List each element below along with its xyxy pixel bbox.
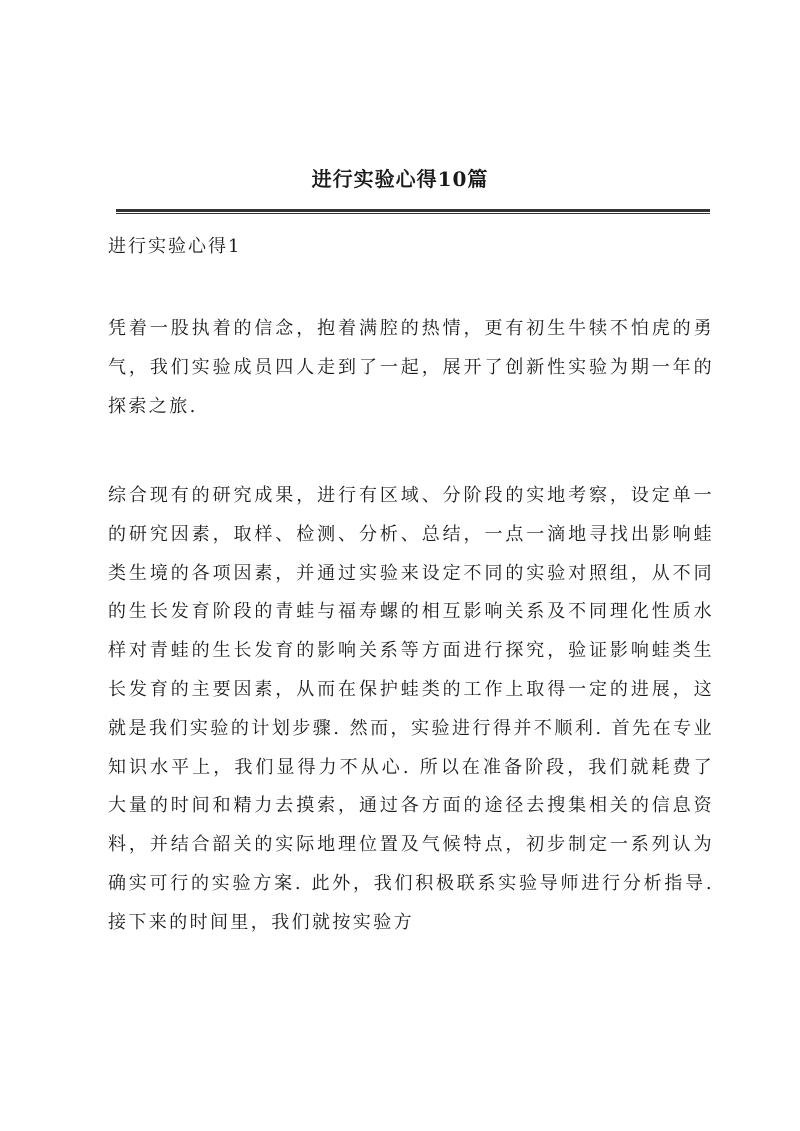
title-divider [116,209,710,214]
section-heading: 进行实验心得1 [108,236,242,257]
paragraph-2: 综合现有的研究成果，进行有区域、分阶段的实地考察，设定单一的研究因素，取样、检测、分析、总结，一点一滴地寻找出影响蛙类生境的各项因素，并通过实验来设定不同的实验对照组，从不同的生长发育阶段的青蛙与福寿螺的相互影响关系及不同理化性质水样对青蛙的生长发育的影响关系等方面进行探究，验证影响蛙类生长发育的主要因素，从而在保护蛙类的工作上取得一定的进展，这就是我们实验的计划步骤. 然而，实验进行得并不顺利. 首先在专业知识水平上，我们显得力不从心. 所以在准备阶段，我们就耗费了大量的时间和精力去摸索，通过各方面的途径去搜集相关的信息资料，并结合韶关的实际地理位置及气候特点，初步制定一系列认为确实可行的实验方案. 此外，我们积极联系实验导师进行分析指导. 接下来的时间里，我们就按实验方 [108,485,714,933]
document-title: 进行实验心得10篇 [311,167,489,191]
paragraph-1: 凭着一股执着的信念，抱着满腔的热情，更有初生牛犊不怕虎的勇气，我们实验成员四人走到了一起，展开了创新性实验为期一年的探索之旅. [108,318,714,417]
